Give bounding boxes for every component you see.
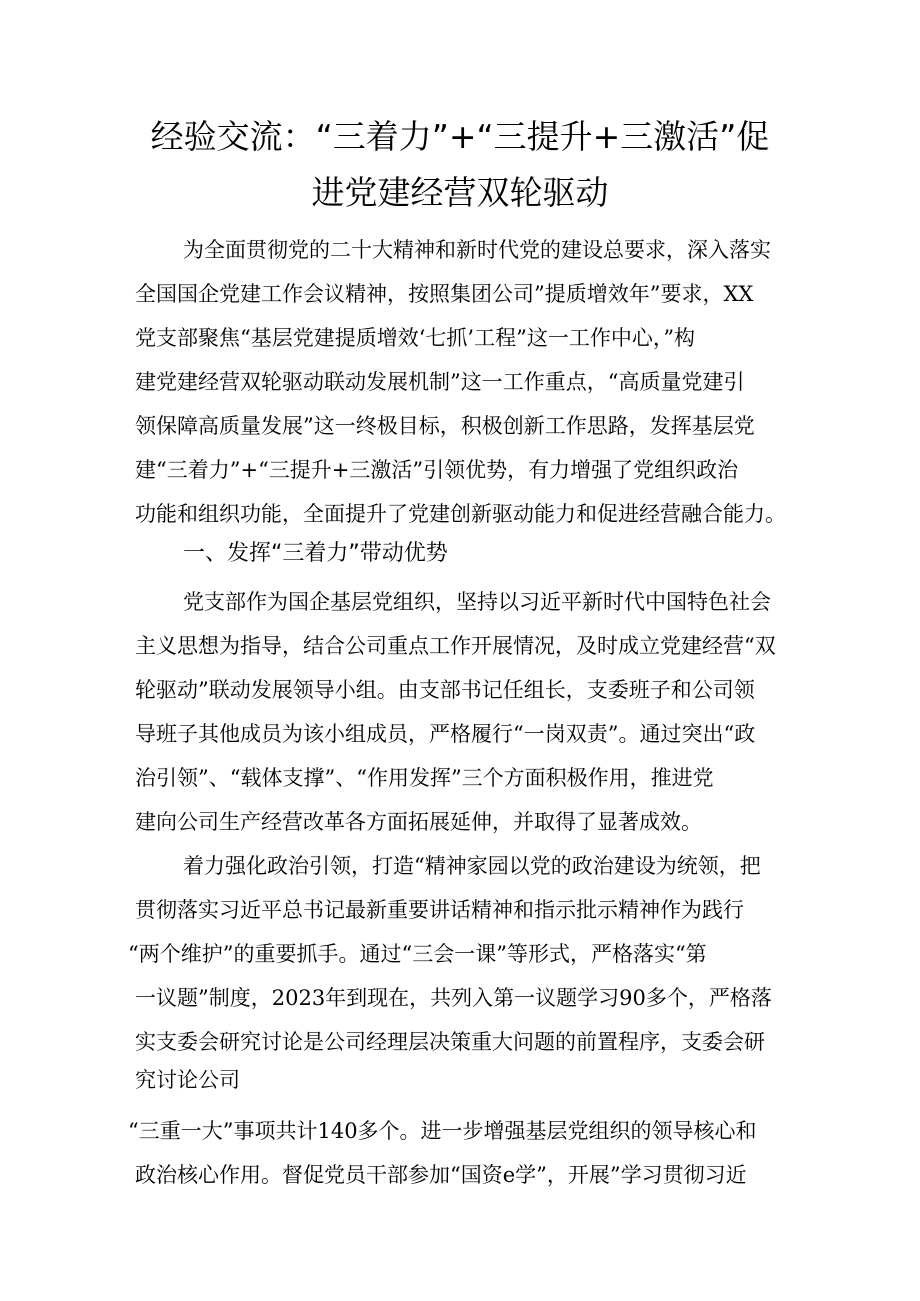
paragraph-line: 领保障高质量发展”这一终极目标，积极创新工作思路，发挥基层党 bbox=[135, 414, 755, 438]
paragraph-line: 建“三着力”+“三提升+三激活”引领优势，有力增强了党组织政治 bbox=[135, 458, 739, 482]
paragraph-line: 党支部作为国企基层党组织，坚持以习近平新时代中国特色社会 bbox=[183, 590, 771, 614]
paragraph-line: 着力强化政治引领，打造“精神家园以党的政治建设为统领，把 bbox=[183, 854, 761, 878]
paragraph-line: 建向公司生产经营改革各方面拓展延伸，并取得了显著成效。 bbox=[135, 810, 702, 834]
document-title-line-1: 经验交流：“三着力”+“三提升+三激活”促 bbox=[150, 117, 770, 156]
paragraph-line: 建党建经营双轮驱动联动发展机制”这一工作重点，“高质量党建引 bbox=[135, 370, 745, 394]
paragraph-line: 政治核心作用。督促党员干部参加“国资e学”，开展”学习贯彻习近 bbox=[135, 1163, 747, 1187]
paragraph-line: 轮驱动”联动发展领导小组。由支部书记任组长，支委班子和公司领 bbox=[135, 678, 755, 702]
paragraph-line: “三重一大”事项共计140多个。进一步增强基层党组织的领导核心和 bbox=[128, 1119, 757, 1143]
paragraph-line: 功能和组织功能，全面提升了党建创新驱动能力和促进经营融合能力。 bbox=[135, 502, 786, 526]
paragraph-line: 导班子其他成员为该小组成员，严格履行“一岗双责”。通过突出“政 bbox=[135, 722, 756, 746]
paragraph-line: 为全面贯彻党的二十大精神和新时代党的建设总要求，深入落实 bbox=[183, 238, 771, 262]
paragraph-line: “两个维护”的重要抓手。通过“三会一课”等形式，严格落实“第 bbox=[128, 942, 707, 966]
paragraph-line: 究讨论公司 bbox=[135, 1068, 240, 1092]
section-heading: 一、发挥“三着力”带动优势 bbox=[183, 541, 448, 566]
paragraph-line: 主义思想为指导，结合公司重点工作开展情况，及时成立党建经营“双 bbox=[135, 634, 776, 658]
paragraph-line: 实支委会研究讨论是公司经理层决策重大问题的前置程序，支委会研 bbox=[135, 1030, 765, 1054]
paragraph-line: 贯彻落实习近平总书记最新重要讲话精神和指示批示精神作为践行 bbox=[135, 898, 744, 922]
paragraph-line: 全国国企党建工作会议精神，按照集团公司”提质增效年”要求，XX bbox=[135, 282, 754, 306]
paragraph-line: 治引领”、“载体支撑”、“作用发挥”三个方面积极作用，推进党 bbox=[135, 766, 714, 790]
document-title-line-2: 进党建经营双轮驱动 bbox=[311, 173, 609, 212]
paragraph-line: 一议题”制度，2023年到现在，共列入第一议题学习90多个，严格落 bbox=[135, 986, 772, 1010]
paragraph-line: 党支部聚焦“基层党建提质增效‘七抓’工程”这一工作中心，”构 bbox=[135, 326, 696, 350]
